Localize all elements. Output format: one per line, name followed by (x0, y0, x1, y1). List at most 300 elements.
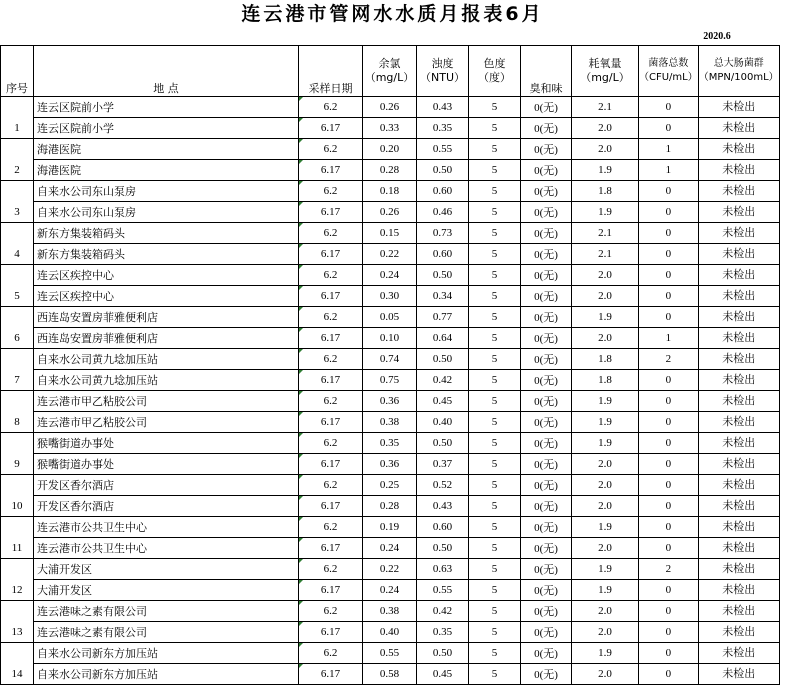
coliform-cell: 未检出 (698, 97, 779, 118)
sample-date-cell: 6.17 (299, 244, 363, 265)
sample-date-cell: 6.17 (299, 202, 363, 223)
seq-cell: 8 (1, 412, 34, 433)
color-cell: 5 (469, 160, 521, 181)
turbidity-cell: 0.55 (417, 580, 469, 601)
turbidity-cell: 0.50 (417, 643, 469, 664)
site-cell: 自来水公司东山泵房 (34, 181, 299, 202)
odor-cell: 0(无) (521, 559, 572, 580)
oxygen-cell: 1.9 (572, 160, 639, 181)
turbidity-cell: 0.50 (417, 538, 469, 559)
header-row (1, 46, 780, 97)
water-quality-table (0, 45, 780, 685)
color-cell: 5 (469, 475, 521, 496)
bacteria-cell: 2 (639, 349, 699, 370)
bacteria-cell: 0 (639, 391, 699, 412)
table-row (1, 643, 780, 664)
bacteria-cell: 0 (639, 496, 699, 517)
turbidity-cell: 0.60 (417, 517, 469, 538)
bacteria-cell: 0 (639, 223, 699, 244)
seq-cell: 13 (1, 622, 34, 643)
turbidity-cell: 0.63 (417, 559, 469, 580)
header-chlorine-label: 余氯 (378, 57, 401, 70)
site-cell: 大浦开发区 (34, 559, 299, 580)
coliform-cell: 未检出 (698, 412, 779, 433)
table-row (1, 160, 780, 181)
odor-cell: 0(无) (521, 97, 572, 118)
chlorine-cell: 0.74 (363, 349, 417, 370)
color-cell: 5 (469, 223, 521, 244)
seq-cell: 3 (1, 202, 34, 223)
site-cell: 新东方集装箱码头 (34, 244, 299, 265)
table-row (1, 601, 780, 622)
bacteria-cell: 0 (639, 475, 699, 496)
table-row (1, 307, 780, 328)
odor-cell: 0(无) (521, 601, 572, 622)
table-row (1, 580, 780, 601)
odor-cell: 0(无) (521, 622, 572, 643)
site-cell: 连云区院前小学 (34, 118, 299, 139)
color-cell: 5 (469, 580, 521, 601)
oxygen-cell: 1.9 (572, 412, 639, 433)
site-cell: 自来水公司黄九埝加压站 (34, 370, 299, 391)
odor-cell: 0(无) (521, 412, 572, 433)
table-row (1, 265, 780, 286)
odor-cell: 0(无) (521, 181, 572, 202)
chlorine-cell: 0.19 (363, 517, 417, 538)
oxygen-cell: 1.9 (572, 307, 639, 328)
table-row (1, 118, 780, 139)
sample-date-cell: 6.2 (299, 223, 363, 244)
header-coliform (698, 46, 779, 97)
seq-cell: 14 (1, 664, 34, 685)
chlorine-cell: 0.18 (363, 181, 417, 202)
header-oxygen-label: 耗氧量 (588, 57, 622, 70)
coliform-cell: 未检出 (698, 244, 779, 265)
turbidity-cell: 0.35 (417, 118, 469, 139)
turbidity-cell: 0.64 (417, 328, 469, 349)
oxygen-cell: 1.9 (572, 517, 639, 538)
oxygen-cell: 2.0 (572, 286, 639, 307)
header-turbidity-unit: （NTU） (420, 71, 465, 84)
odor-cell: 0(无) (521, 391, 572, 412)
header-chlorine (363, 46, 417, 97)
bacteria-cell: 0 (639, 118, 699, 139)
seq-cell: 12 (1, 580, 34, 601)
color-cell: 5 (469, 202, 521, 223)
chlorine-cell: 0.26 (363, 97, 417, 118)
chlorine-cell: 0.36 (363, 454, 417, 475)
oxygen-cell: 2.1 (572, 223, 639, 244)
turbidity-cell: 0.34 (417, 286, 469, 307)
turbidity-cell: 0.43 (417, 97, 469, 118)
header-sample-date: 采样日期 (299, 46, 363, 97)
site-cell: 连云港市公共卫生中心 (34, 517, 299, 538)
bacteria-cell: 0 (639, 265, 699, 286)
chlorine-cell: 0.55 (363, 643, 417, 664)
odor-cell: 0(无) (521, 580, 572, 601)
coliform-cell: 未检出 (698, 370, 779, 391)
chlorine-cell: 0.26 (363, 202, 417, 223)
sample-date-cell: 6.17 (299, 622, 363, 643)
site-cell: 海港医院 (34, 160, 299, 181)
turbidity-cell: 0.50 (417, 160, 469, 181)
bacteria-cell: 0 (639, 307, 699, 328)
odor-cell: 0(无) (521, 328, 572, 349)
table-row (1, 412, 780, 433)
oxygen-cell: 2.0 (572, 454, 639, 475)
seq-cell (1, 181, 34, 202)
site-cell: 大浦开发区 (34, 580, 299, 601)
oxygen-cell: 1.9 (572, 580, 639, 601)
site-cell: 连云区疾控中心 (34, 286, 299, 307)
chlorine-cell: 0.22 (363, 244, 417, 265)
chlorine-cell: 0.15 (363, 223, 417, 244)
seq-cell (1, 349, 34, 370)
chlorine-cell: 0.25 (363, 475, 417, 496)
color-cell: 5 (469, 286, 521, 307)
chlorine-cell: 0.28 (363, 496, 417, 517)
sample-date-cell: 6.2 (299, 433, 363, 454)
chlorine-cell: 0.28 (363, 160, 417, 181)
chlorine-cell: 0.40 (363, 622, 417, 643)
chlorine-cell: 0.58 (363, 664, 417, 685)
chlorine-cell: 0.05 (363, 307, 417, 328)
color-cell: 5 (469, 118, 521, 139)
sample-date-cell: 6.17 (299, 160, 363, 181)
seq-cell (1, 559, 34, 580)
sample-date-cell: 6.2 (299, 643, 363, 664)
sample-date-cell: 6.17 (299, 370, 363, 391)
bacteria-cell: 0 (639, 433, 699, 454)
coliform-cell: 未检出 (698, 139, 779, 160)
site-cell: 连云港味之素有限公司 (34, 622, 299, 643)
turbidity-cell: 0.37 (417, 454, 469, 475)
coliform-cell: 未检出 (698, 223, 779, 244)
color-cell: 5 (469, 139, 521, 160)
chlorine-cell: 0.24 (363, 538, 417, 559)
color-cell: 5 (469, 559, 521, 580)
color-cell: 5 (469, 265, 521, 286)
odor-cell: 0(无) (521, 517, 572, 538)
oxygen-cell: 1.8 (572, 181, 639, 202)
sample-date-cell: 6.2 (299, 307, 363, 328)
color-cell: 5 (469, 181, 521, 202)
sample-date-cell: 6.2 (299, 475, 363, 496)
bacteria-cell: 0 (639, 181, 699, 202)
coliform-cell: 未检出 (698, 286, 779, 307)
sample-date-cell: 6.2 (299, 265, 363, 286)
sample-date-cell: 6.17 (299, 580, 363, 601)
coliform-cell: 未检出 (698, 433, 779, 454)
bacteria-cell: 0 (639, 538, 699, 559)
seq-cell: 1 (1, 118, 34, 139)
coliform-cell: 未检出 (698, 475, 779, 496)
site-cell: 猴嘴街道办事处 (34, 454, 299, 475)
oxygen-cell: 2.0 (572, 496, 639, 517)
site-cell: 连云港市甲乙粘胶公司 (34, 412, 299, 433)
seq-cell (1, 433, 34, 454)
site-cell: 自来水公司东山泵房 (34, 202, 299, 223)
sample-date-cell: 6.17 (299, 118, 363, 139)
coliform-cell: 未检出 (698, 580, 779, 601)
oxygen-cell: 2.0 (572, 601, 639, 622)
chlorine-cell: 0.22 (363, 559, 417, 580)
table-row (1, 475, 780, 496)
oxygen-cell: 2.0 (572, 664, 639, 685)
oxygen-cell: 2.1 (572, 97, 639, 118)
coliform-cell: 未检出 (698, 328, 779, 349)
site-cell: 开发区香尔酒店 (34, 496, 299, 517)
color-cell: 5 (469, 433, 521, 454)
header-chlorine-unit: （mg/L） (364, 71, 415, 84)
turbidity-cell: 0.45 (417, 664, 469, 685)
table-row (1, 97, 780, 118)
seq-cell: 5 (1, 286, 34, 307)
bacteria-cell: 0 (639, 580, 699, 601)
header-seq: 序号 (1, 46, 34, 97)
oxygen-cell: 1.9 (572, 433, 639, 454)
sample-date-cell: 6.2 (299, 181, 363, 202)
coliform-cell: 未检出 (698, 160, 779, 181)
table-row (1, 433, 780, 454)
color-cell: 5 (469, 349, 521, 370)
turbidity-cell: 0.50 (417, 265, 469, 286)
header-bacteria-unit: （CFU/mL） (639, 72, 698, 83)
site-cell: 西连岛安置房菲雅便利店 (34, 328, 299, 349)
table-row (1, 181, 780, 202)
table-row (1, 517, 780, 538)
site-cell: 连云区院前小学 (34, 97, 299, 118)
color-cell: 5 (469, 664, 521, 685)
oxygen-cell: 1.8 (572, 349, 639, 370)
color-cell: 5 (469, 454, 521, 475)
table-row (1, 391, 780, 412)
chlorine-cell: 0.24 (363, 580, 417, 601)
site-cell: 自来水公司新东方加压站 (34, 643, 299, 664)
table-row (1, 223, 780, 244)
odor-cell: 0(无) (521, 118, 572, 139)
header-site: 地 点 (34, 46, 299, 97)
site-cell: 海港医院 (34, 139, 299, 160)
oxygen-cell: 2.0 (572, 622, 639, 643)
oxygen-cell: 2.0 (572, 475, 639, 496)
bacteria-cell: 0 (639, 454, 699, 475)
oxygen-cell: 1.9 (572, 559, 639, 580)
coliform-cell: 未检出 (698, 538, 779, 559)
coliform-cell: 未检出 (698, 391, 779, 412)
header-coliform-label: 总大肠菌群 (713, 58, 764, 69)
odor-cell: 0(无) (521, 538, 572, 559)
site-cell: 自来水公司新东方加压站 (34, 664, 299, 685)
seq-cell (1, 601, 34, 622)
bacteria-cell: 0 (639, 622, 699, 643)
header-oxygen-unit: （mg/L） (580, 71, 630, 84)
turbidity-cell: 0.43 (417, 496, 469, 517)
color-cell: 5 (469, 370, 521, 391)
bacteria-cell: 1 (639, 328, 699, 349)
site-cell: 西连岛安置房菲雅便利店 (34, 307, 299, 328)
odor-cell: 0(无) (521, 202, 572, 223)
report-title: 连云港市管网水水质月报表6月 (241, 3, 544, 25)
turbidity-cell: 0.52 (417, 475, 469, 496)
turbidity-cell: 0.55 (417, 139, 469, 160)
coliform-cell: 未检出 (698, 307, 779, 328)
oxygen-cell: 2.1 (572, 244, 639, 265)
chlorine-cell: 0.35 (363, 433, 417, 454)
header-coliform-unit: （MPN/100mL） (698, 72, 779, 83)
table-row (1, 139, 780, 160)
table-row (1, 286, 780, 307)
odor-cell: 0(无) (521, 454, 572, 475)
site-cell: 连云区疾控中心 (34, 265, 299, 286)
seq-cell: 4 (1, 244, 34, 265)
header-odor: 臭和味 (521, 46, 572, 97)
turbidity-cell: 0.40 (417, 412, 469, 433)
bacteria-cell: 0 (639, 601, 699, 622)
turbidity-cell: 0.45 (417, 391, 469, 412)
site-cell: 连云港市甲乙粘胶公司 (34, 391, 299, 412)
oxygen-cell: 2.0 (572, 265, 639, 286)
bacteria-cell: 1 (639, 139, 699, 160)
sample-date-cell: 6.17 (299, 412, 363, 433)
table-row (1, 496, 780, 517)
date-row (0, 28, 785, 45)
coliform-cell: 未检出 (698, 643, 779, 664)
seq-cell (1, 265, 34, 286)
color-cell: 5 (469, 328, 521, 349)
color-cell: 5 (469, 622, 521, 643)
sample-date-cell: 6.2 (299, 391, 363, 412)
odor-cell: 0(无) (521, 244, 572, 265)
seq-cell (1, 475, 34, 496)
bacteria-cell: 0 (639, 412, 699, 433)
coliform-cell: 未检出 (698, 181, 779, 202)
site-cell: 开发区香尔酒店 (34, 475, 299, 496)
odor-cell: 0(无) (521, 139, 572, 160)
chlorine-cell: 0.10 (363, 328, 417, 349)
report-date: 2020.6 (703, 31, 731, 42)
header-bacteria (639, 46, 699, 97)
chlorine-cell: 0.33 (363, 118, 417, 139)
sample-date-cell: 6.17 (299, 454, 363, 475)
oxygen-cell: 1.9 (572, 202, 639, 223)
seq-cell: 2 (1, 160, 34, 181)
coliform-cell: 未检出 (698, 664, 779, 685)
bacteria-cell: 0 (639, 286, 699, 307)
turbidity-cell: 0.60 (417, 244, 469, 265)
odor-cell: 0(无) (521, 664, 572, 685)
table-row (1, 370, 780, 391)
sample-date-cell: 6.17 (299, 538, 363, 559)
chlorine-cell: 0.36 (363, 391, 417, 412)
seq-cell: 10 (1, 496, 34, 517)
chlorine-cell: 0.75 (363, 370, 417, 391)
sample-date-cell: 6.2 (299, 559, 363, 580)
sample-date-cell: 6.17 (299, 328, 363, 349)
sample-date-cell: 6.2 (299, 601, 363, 622)
color-cell: 5 (469, 97, 521, 118)
turbidity-cell: 0.77 (417, 307, 469, 328)
oxygen-cell: 1.9 (572, 391, 639, 412)
chlorine-cell: 0.38 (363, 601, 417, 622)
seq-cell (1, 223, 34, 244)
header-bacteria-label: 菌落总数 (648, 58, 689, 69)
color-cell: 5 (469, 496, 521, 517)
sample-date-cell: 6.17 (299, 664, 363, 685)
oxygen-cell: 2.0 (572, 139, 639, 160)
chlorine-cell: 0.30 (363, 286, 417, 307)
chlorine-cell: 0.24 (363, 265, 417, 286)
odor-cell: 0(无) (521, 349, 572, 370)
turbidity-cell: 0.50 (417, 349, 469, 370)
bacteria-cell: 0 (639, 517, 699, 538)
coliform-cell: 未检出 (698, 559, 779, 580)
chlorine-cell: 0.38 (363, 412, 417, 433)
oxygen-cell: 2.0 (572, 118, 639, 139)
odor-cell: 0(无) (521, 160, 572, 181)
table-row (1, 349, 780, 370)
odor-cell: 0(无) (521, 286, 572, 307)
odor-cell: 0(无) (521, 370, 572, 391)
site-cell: 自来水公司黄九埝加压站 (34, 349, 299, 370)
color-cell: 5 (469, 601, 521, 622)
turbidity-cell: 0.60 (417, 181, 469, 202)
oxygen-cell: 1.8 (572, 370, 639, 391)
coliform-cell: 未检出 (698, 265, 779, 286)
coliform-cell: 未检出 (698, 496, 779, 517)
seq-cell (1, 391, 34, 412)
sample-date-cell: 6.2 (299, 517, 363, 538)
color-cell: 5 (469, 244, 521, 265)
bacteria-cell: 0 (639, 664, 699, 685)
site-cell: 猴嘴街道办事处 (34, 433, 299, 454)
seq-cell (1, 307, 34, 328)
sample-date-cell: 6.17 (299, 496, 363, 517)
site-cell: 连云港市公共卫生中心 (34, 538, 299, 559)
table-row (1, 244, 780, 265)
color-cell: 5 (469, 412, 521, 433)
header-turbidity-label: 浊度 (431, 57, 454, 70)
header-color-label: 色度 (483, 57, 506, 70)
seq-cell (1, 643, 34, 664)
header-color (469, 46, 521, 97)
header-color-unit: （度） (478, 71, 511, 84)
odor-cell: 0(无) (521, 643, 572, 664)
site-cell: 连云港味之素有限公司 (34, 601, 299, 622)
seq-cell (1, 97, 34, 118)
table-row (1, 328, 780, 349)
sample-date-cell: 6.2 (299, 139, 363, 160)
sample-date-cell: 6.2 (299, 97, 363, 118)
odor-cell: 0(无) (521, 307, 572, 328)
turbidity-cell: 0.50 (417, 433, 469, 454)
table-row (1, 559, 780, 580)
bacteria-cell: 0 (639, 244, 699, 265)
table-row (1, 454, 780, 475)
seq-cell (1, 517, 34, 538)
oxygen-cell: 2.0 (572, 328, 639, 349)
site-cell: 新东方集装箱码头 (34, 223, 299, 244)
color-cell: 5 (469, 517, 521, 538)
odor-cell: 0(无) (521, 475, 572, 496)
bacteria-cell: 1 (639, 160, 699, 181)
seq-cell: 9 (1, 454, 34, 475)
color-cell: 5 (469, 391, 521, 412)
turbidity-cell: 0.42 (417, 601, 469, 622)
sample-date-cell: 6.17 (299, 286, 363, 307)
odor-cell: 0(无) (521, 265, 572, 286)
color-cell: 5 (469, 307, 521, 328)
